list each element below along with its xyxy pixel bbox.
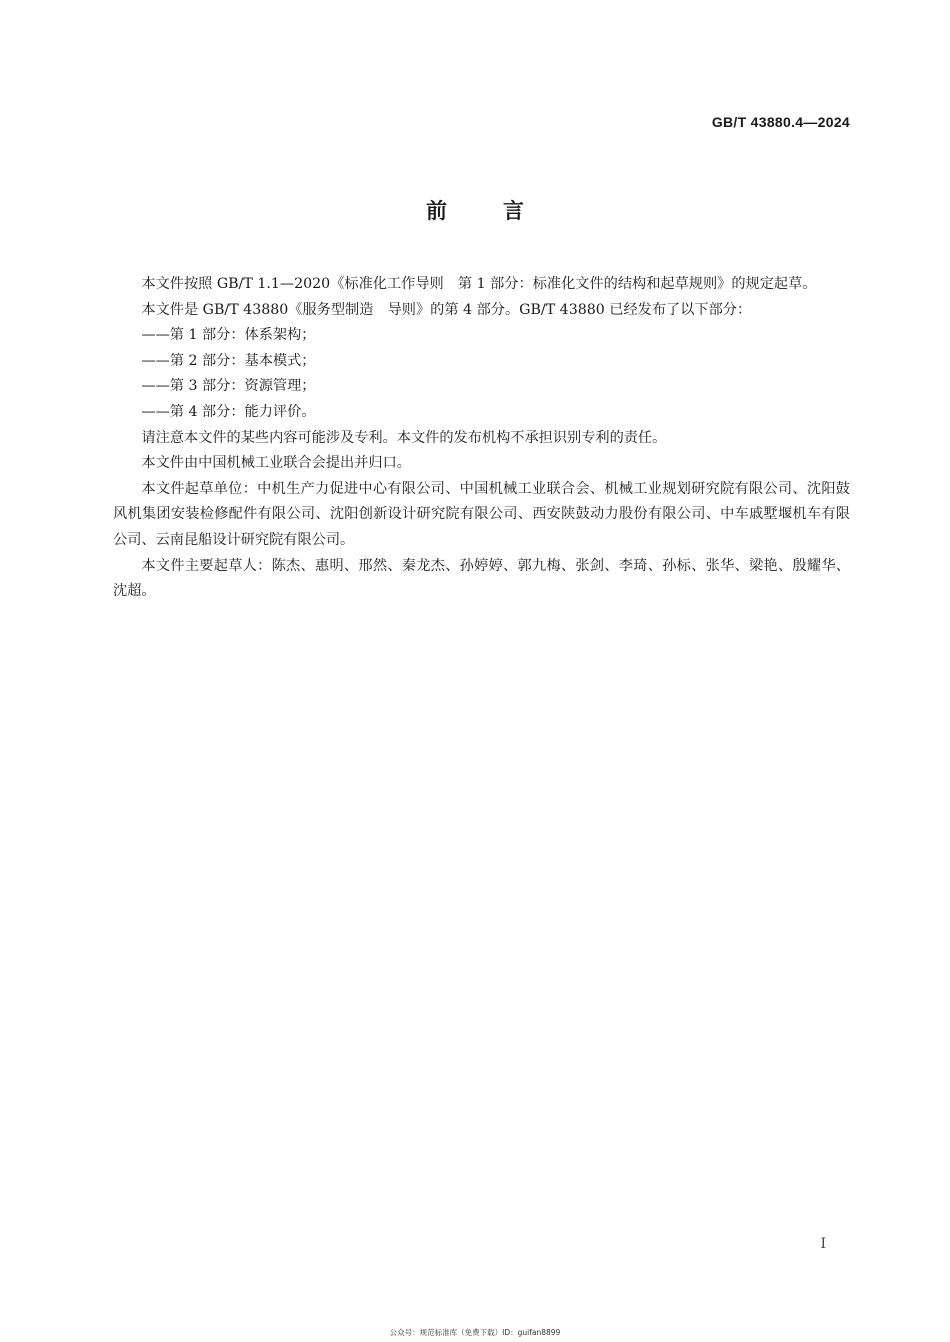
list-item-part-2: ——第 2 部分：基本模式； [141, 352, 316, 369]
page-number: I [820, 1236, 826, 1252]
paragraph-patent-notice: 请注意本文件的某些内容可能涉及专利。本文件的发布机构不承担识别专利的责任。 [141, 429, 667, 446]
paragraph-drafters: 本文件主要起草人：陈杰、惠明、邢然、秦龙杰、孙婷婷、郭九梅、张剑、李琦、孙标、张华、梁艳、殷耀华、沈超。 [113, 557, 850, 600]
list-item-part-4: ——第 4 部分：能力评价。 [141, 403, 316, 420]
paragraph-series-intro: 本文件是 GB/T 43880《服务型制造 导则》的第 4 部分。GB/T 43880 已经发布了以下部分： [141, 301, 752, 318]
paragraph-drafting-rules: 本文件按照 GB/T 1.1—2020《标准化工作导则 第 1 部分：标准化文件的结构和起草规则》的规定起草。 [141, 276, 817, 292]
paragraph-drafting-units: 本文件起草单位：中机生产力促进中心有限公司、中国机械工业联合会、机械工业规划研究院有限公司、沈阳鼓风机集团安装检修配件有限公司、沈阳创新设计研究院有限公司、西安陕鼓动力股份有限公司、中车戚墅堰机车有限公司、云南昆船设计研究院有限公司。 [113, 480, 850, 548]
document-body [113, 272, 850, 605]
standard-code: GB/T 43880.4—2024 [711, 114, 850, 130]
list-item-part-3: ——第 3 部分：资源管理； [141, 378, 316, 395]
page-title: 前言 [426, 199, 580, 223]
list-item-part-1: ——第 1 部分：体系架构； [141, 327, 316, 344]
paragraph-proposer: 本文件由中国机械工业联合会提出并归口。 [141, 455, 411, 472]
footer-note: 公众号：规范标准库（免费下载）ID：guifan8899 [389, 1328, 561, 1337]
